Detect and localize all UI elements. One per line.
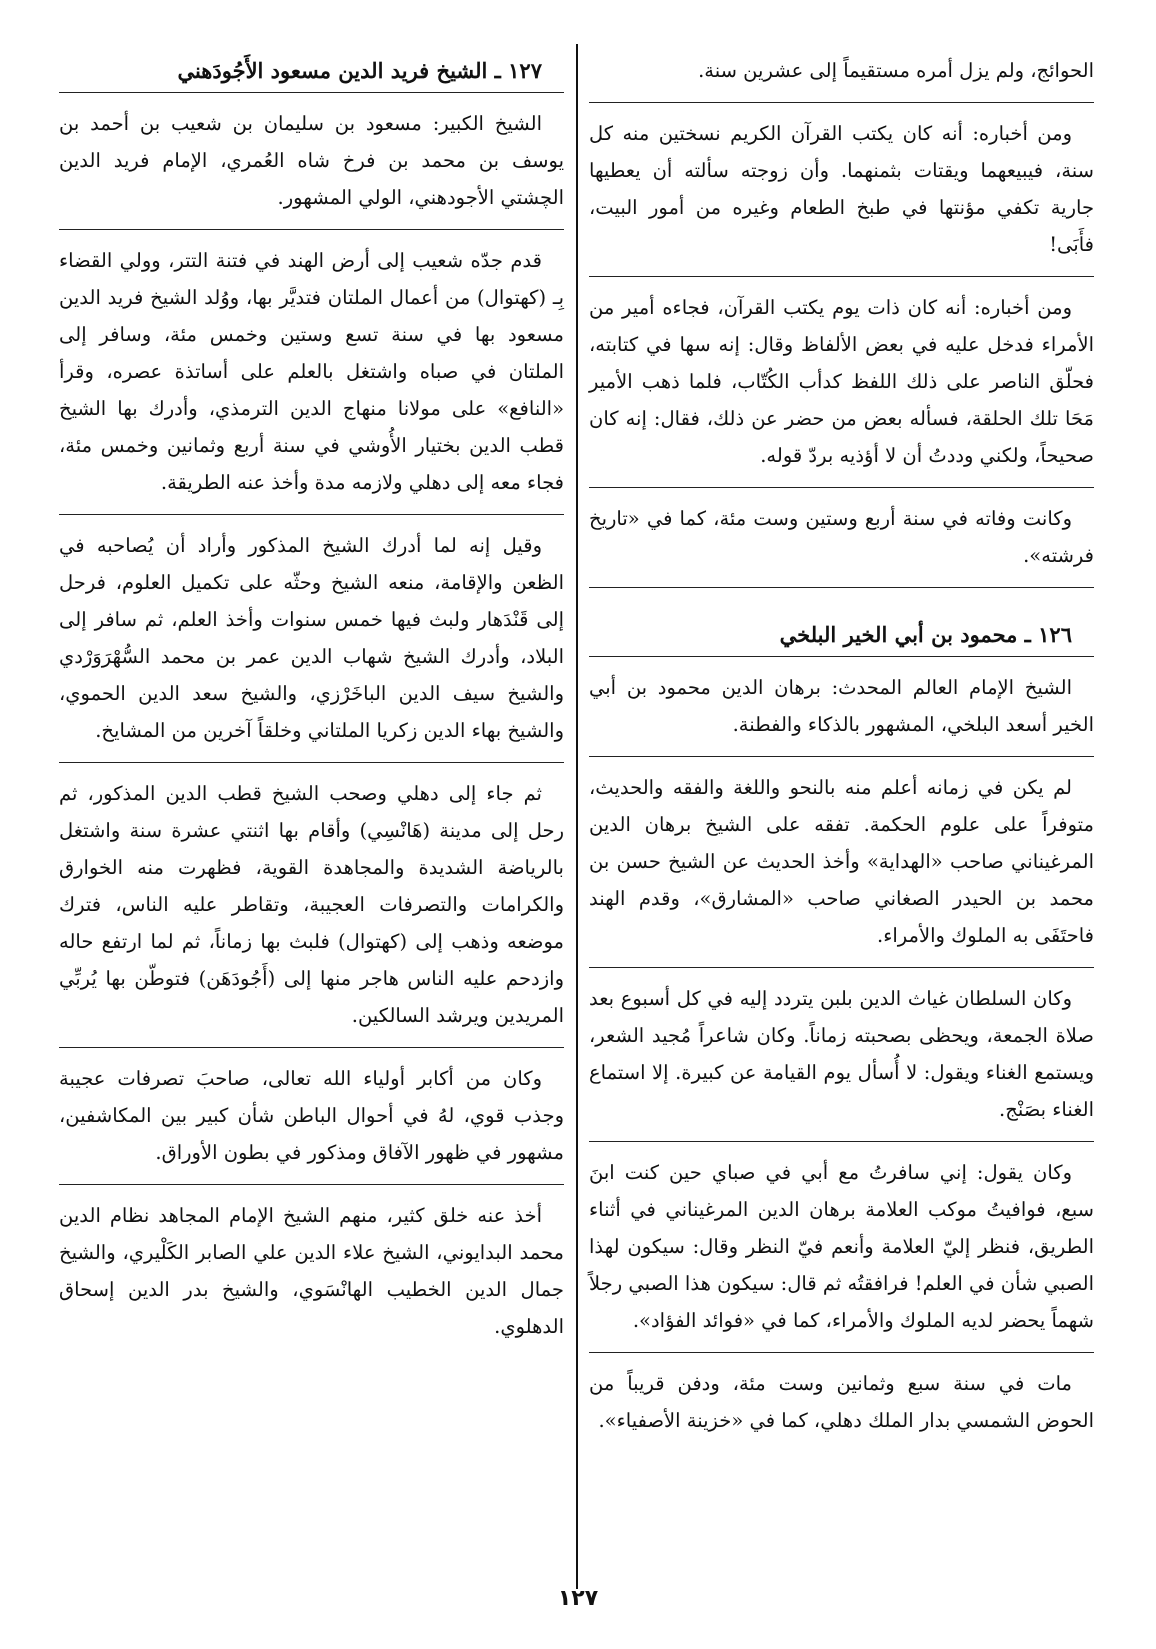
- paragraph-separator: [59, 229, 564, 230]
- paragraph-separator: [589, 276, 1094, 277]
- paragraph: مات في سنة سبع وثمانين وست مئة، ودفن قريباً من الحوض الشمسي بدار الملك دهلي، كما في «خزينة الأصفياء».: [589, 1372, 1094, 1432]
- entry-heading: ١٢٧ ـ الشيخ فريد الدين مسعود الأَجُودَهني: [177, 58, 542, 83]
- paragraph: الشيخ الإمام العالم المحدث: برهان الدين محمود بن أبي الخير أسعد البلخي، المشهور بالذكاء والفطنة.: [589, 676, 1094, 736]
- column-divider: [576, 44, 578, 1589]
- paragraph: وكان يقول: إني سافرتُ مع أبي في صباي حين كنت ابنَ سبع، فوافيتُ موكب العلامة برهان الدين المرغيناني في أثناء الطريق، فنظر إليّ العلامة وأنعم فيّ النظر وقال: سيكون لهذا الصبي شأن في العلم! فرافقتُه ثم قال: سيكون هذا الصبي رجلاً شهماً يحضر لديه الملوك والأمراء، كما في «فوائد الفؤاد».: [589, 1161, 1094, 1332]
- paragraph: وكان من أكابر أولياء الله تعالى، صاحبَ تصرفات عجيبة وجذب قوي، لهُ في أحوال الباطن شأن كبير بين المكاشفين، مشهور في ظهور الآفاق ومذكور في بطون الأوراق.: [59, 1067, 564, 1164]
- paragraph-separator: [589, 756, 1094, 757]
- paragraph-separator: [589, 487, 1094, 488]
- paragraph-separator: [59, 1184, 564, 1185]
- right-column: [589, 52, 1094, 1439]
- paragraph: ومن أخباره: أنه كان ذات يوم يكتب القرآن، فجاءه أمير من الأمراء فدخل عليه في بعض الألفاظ وقال: إنه سها في كتابته، فحلّق الناصر على ذلك اللفظ كدأب الكُتّاب، فلما ذهب الأمير مَحَا تلك الحلقة، فسأله بعض من حضر عن ذلك، فقال: إنه كان صحيحاً، ولكني وددتُ أن لا أؤذيه بردّ قوله.: [589, 296, 1094, 467]
- page-number: ١٢٧: [557, 1586, 599, 1611]
- paragraph: أخذ عنه خلق كثير، منهم الشيخ الإمام المجاهد نظام الدين محمد البدايوني، الشيخ علاء الدين علي الصابر الكَلْيري، والشيخ جمال الدين الخطيب الهانْسَوي، والشيخ بدر الدين إسحاق الدهلوي.: [59, 1204, 564, 1338]
- left-column: [59, 52, 564, 1345]
- paragraph: وكان السلطان غياث الدين بلبن يتردد إليه في كل أسبوع بعد صلاة الجمعة، ويحظى بصحبته زماناً. وكان شاعراً مُجيد الشعر، ويستمع الغناء ويقول: لا أُسأل يوم القيامة عن كبيرة. إلا استماع الغناء بصَنْج.: [589, 987, 1094, 1121]
- paragraph: لم يكن في زمانه أعلم منه بالنحو واللغة والفقه والحديث، متوفراً على علوم الحكمة. تفقه على الشيخ برهان الدين المرغيناني صاحب «الهداية» وأخذ الحديث عن الشيخ حسن بن محمد بن الحيدر الصغاني صاحب «المشارق»، وقدم الهند فاحتَفَى به الملوك والأمراء.: [589, 776, 1094, 947]
- paragraph-separator: [589, 967, 1094, 968]
- paragraph-separator: [59, 514, 564, 515]
- paragraph-separator: [59, 762, 564, 763]
- paragraph: قدم جدّه شعيب إلى أرض الهند في فتنة التتر، وولي القضاء بِـ (كهتوال) من أعمال الملتان فتديَّر بها، ووُلد الشيخ فريد الدين مسعود بها في سنة تسع وستين وخمس مئة، وسافر إلى الملتان في صباه واشتغل بالعلم على أساتذة عصره، وقرأ «النافع» على مولانا منهاج الدين الترمذي، وأدرك بها الشيخ قطب الدين بختيار الأُوشي في سنة أربع وثمانين وخمس مئة، فجاء معه إلى دهلي ولازمه مدة وأخذ عنه الطريقة.: [59, 249, 564, 494]
- paragraph-separator: [589, 587, 1094, 588]
- paragraph: ثم جاء إلى دهلي وصحب الشيخ قطب الدين المذكور، ثم رحل إلى مدينة (هَانْسِي) وأقام بها اثنتي عشرة سنة واشتغل بالرياضة الشديدة والمجاهدة القوية، فظهرت منه الخوارق والكرامات والتصرفات العجيبة، وتقاطر عليه الناس، فترك موضعه وذهب إلى (كهتوال) فلبث بها زماناً، ثم لما ارتفع حاله وازدحم عليه الناس هاجر منها إلى (أَجُودَهَن) فتوطّن بها يُربِّي المريدين ويرشد السالكين.: [59, 782, 564, 1027]
- paragraph: وقيل إنه لما أدرك الشيخ المذكور وأراد أن يُصاحبه في الظعن والإقامة، منعه الشيخ وحثّه على تكميل العلوم، فرحل إلى قَنْدَهار ولبث فيها خمس سنوات وأخذ العلم، ثم سافر إلى البلاد، وأدرك الشيخ شهاب الدين عمر بن محمد السُّهْرَوَرْدي والشيخ سيف الدين الباخَرْزي، والشيخ سعد الدين الحموي، والشيخ بهاء الدين زكريا الملتاني وخلقاً آخرين من المشايخ.: [59, 534, 564, 742]
- entry-heading: ١٢٦ ـ محمود بن أبي الخير البلخي: [779, 622, 1072, 647]
- paragraph-separator: [589, 102, 1094, 103]
- paragraph: الشيخ الكبير: مسعود بن سليمان بن شعيب بن أحمد بن يوسف بن محمد بن فرخ شاه العُمري، الإمام فريد الدين الچشتي الأجودهني، الولي المشهور.: [59, 112, 564, 209]
- paragraph-separator: [59, 1047, 564, 1048]
- heading-separator: [589, 656, 1094, 657]
- paragraph-separator: [589, 1141, 1094, 1142]
- paragraph: وكانت وفاته في سنة أربع وستين وست مئة، كما في «تاريخ فرشته».: [589, 507, 1094, 567]
- paragraph-separator: [589, 1352, 1094, 1353]
- paragraph: ومن أخباره: أنه كان يكتب القرآن الكريم نسختين منه كل سنة، فيبيعهما ويقتات بثمنهما. وأن زوجته سألته أن يعطيها جارية تكفي مؤنتها في طبخ الطعام وغيره من أمور البيت، فأَبَى!: [589, 122, 1094, 256]
- paragraph: الحوائج، ولم يزل أمره مستقيماً إلى عشرين سنة.: [698, 59, 1094, 82]
- heading-separator: [59, 92, 564, 93]
